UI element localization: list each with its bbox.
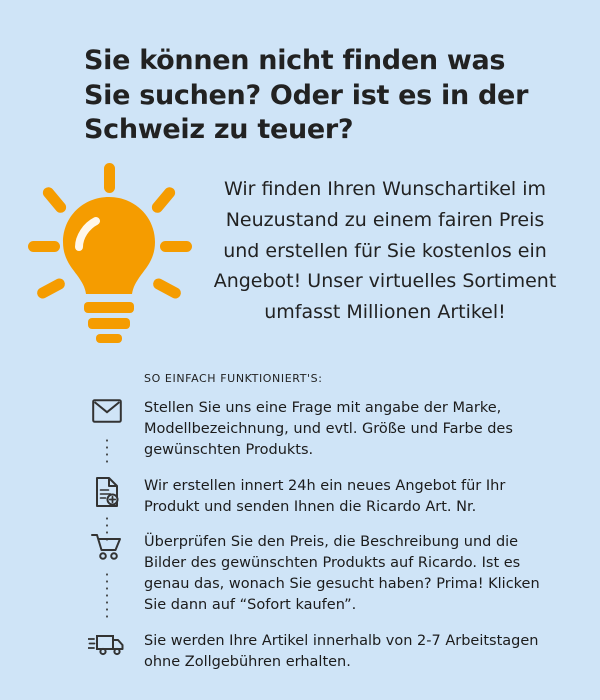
intro-paragraph: Wir finden Ihren Wunschartikel im Neuzustand zu einem fairen Preis und erstellen für Sie kostenlos ein Angebot! Unser virtuelles Sortiment umfasst Millionen Artikel! bbox=[213, 178, 557, 324]
list-item bbox=[84, 397, 554, 461]
delivery-truck-icon bbox=[84, 630, 130, 672]
list-item-label: Überprüfen Sie den Preis, die Beschreibung und die Bilder des gewünschten Produkts auf Ricardo. Ist es genau das, wonach Sie gesucht haben? Prima! Klicken Sie dann auf “Sofort kaufen”. bbox=[144, 534, 540, 613]
connector-dots bbox=[106, 437, 108, 465]
list-item bbox=[84, 531, 554, 616]
shopping-cart-icon bbox=[84, 531, 130, 573]
steps-section bbox=[84, 372, 554, 673]
list-item-label: Wir erstellen innert 24h ein neues Angebot für Ihr Produkt und senden Ihnen die Ricardo Art. Nr. bbox=[144, 477, 506, 515]
list-item-label: Sie werden Ihre Artikel innerhalb von 2-7 Arbeitstagen ohne Zollgebühren erhalten. bbox=[144, 632, 539, 670]
document-add-icon bbox=[84, 475, 130, 517]
lightbulb-icon bbox=[22, 163, 192, 343]
steps-title: SO EINFACH FUNKTIONIERT'S: bbox=[144, 372, 323, 385]
page-title: Sie können nicht finden was Sie suchen? Oder ist es in der Schweiz zu teuer? bbox=[84, 45, 529, 146]
intro-section bbox=[0, 155, 600, 370]
connector-dots bbox=[106, 571, 108, 619]
list-item-label: Stellen Sie uns eine Frage mit angabe der Marke, Modellbezeichnung, und evtl. Größe und Farbe des gewünschten Produkts. bbox=[144, 400, 513, 458]
envelope-icon bbox=[84, 397, 130, 439]
list-item bbox=[84, 630, 554, 673]
list-item bbox=[84, 475, 554, 518]
